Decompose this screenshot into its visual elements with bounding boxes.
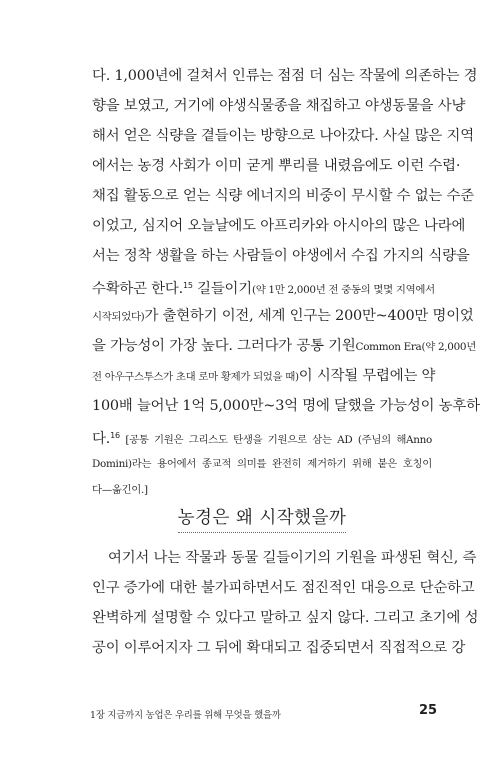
body-text: 길들이기 (192, 281, 252, 297)
body-line-6: 이었고, 심지어 오늘날에도 아프리카와 아시아의 많은 나라에 (92, 218, 466, 234)
page-number: 25 (419, 703, 438, 718)
inline-note: 시작되었다) (92, 311, 145, 323)
body-line-8 (92, 276, 435, 300)
body-line-12: 100배 늘어난 1억 5,000만~3억 명에 달했을 가능성이 농후하 (92, 398, 480, 414)
body-line-10 (92, 336, 476, 357)
footnote-ref-15: 15 (182, 281, 193, 290)
body-line-1: 다. 1,000년에 걸쳐서 인류는 점점 더 심는 작물에 의존하는 경 (92, 68, 478, 84)
inline-note: (약 1만 2,000년 전 중동의 몇몇 지역에서 (251, 284, 435, 296)
body-line-5: 채집 활동으로 얻는 식량 에너지의 비중이 무시할 수 없는 수준 (92, 188, 474, 204)
footnote-ref-16: 16 (110, 431, 120, 440)
heading-underline (178, 532, 346, 533)
body-line-2: 향을 보였고, 거기에 야생식물종을 채집하고 야생동물을 사냥 (92, 98, 466, 114)
body-text: 이 시작될 무렵에는 약 (298, 368, 436, 384)
section-heading: 농경은 왜 시작했을까 (177, 508, 347, 528)
translator-note-line-2: Domini)라는 용어에서 종교적 의미를 완전히 제거하기 위해 붙은 호칭이 (92, 458, 432, 470)
section-line-2: 인구 증가에 대한 불가피하면서도 점진적인 대응으로 단순하고 (92, 580, 475, 596)
body-text: 다. (92, 431, 111, 447)
body-line-11 (92, 366, 436, 387)
body-text: 가 출현하기 이전, 세계 인구는 200만~400만 명이었 (144, 308, 474, 324)
section-line-4: 공이 이루어지자 그 뒤에 확대되고 집중되면서 직접적으로 강 (92, 640, 466, 656)
translator-note: [공통 기원은 그리스도 탄생을 기원으로 삼는 AD (주님의 해Anno (119, 434, 432, 446)
body-line-13 (92, 426, 432, 450)
body-text: 수확하곤 한다. (92, 281, 183, 297)
body-line-3: 해서 얻은 식량을 곁들이는 방향으로 나아갔다. 사실 많은 지역 (92, 128, 474, 144)
body-line-4: 에서는 농경 사회가 이미 굳게 뿌리를 내렸음에도 이런 수렵· (92, 158, 461, 174)
inline-note: 전 아우구스투스가 초대 로마 황제가 되었을 때) (92, 371, 299, 383)
inline-note: Common Era(약 2,000년 (355, 341, 476, 353)
running-title: 1장 지금까지 농업은 우리를 위해 무엇을 했을까 (90, 710, 281, 721)
body-line-7: 서는 정착 생활을 하는 사람들이 야생에서 수집 가지의 식량을 (92, 248, 470, 264)
translator-note-line-3: 다—옮긴이.] (92, 484, 148, 496)
body-text: 을 가능성이 가장 높다. 그러다가 공통 기원 (92, 338, 356, 354)
body-line-9 (92, 306, 474, 327)
section-line-1: 여기서 나는 작물과 동물 길들이기의 기원을 파생된 혁신, 즉 (108, 550, 477, 566)
section-line-3: 완벽하게 설명할 수 있다고 말하고 싶지 않다. 그리고 초기에 성 (92, 610, 479, 626)
